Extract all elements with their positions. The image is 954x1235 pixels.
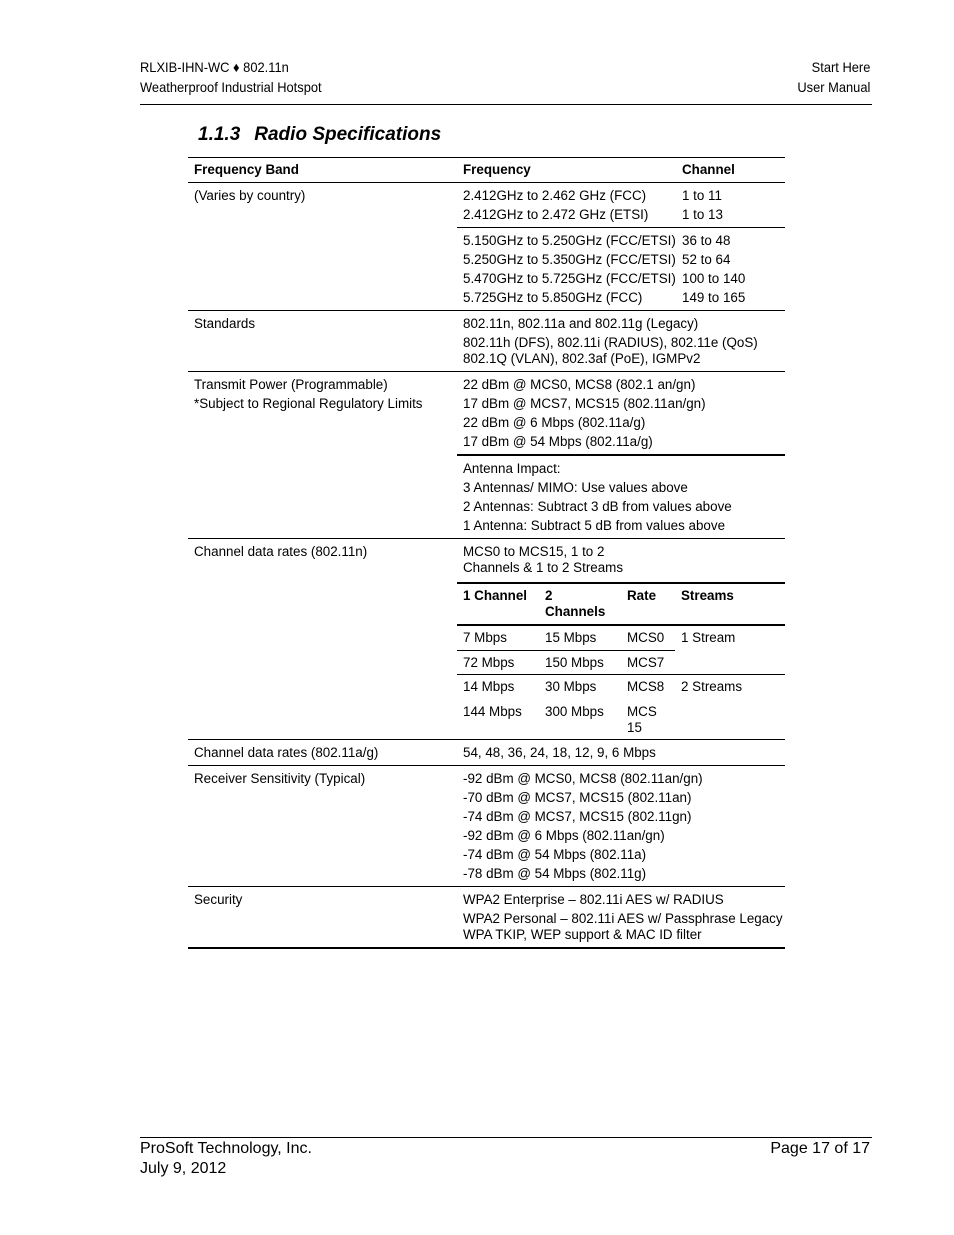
- receiver-item: -92 dBm @ MCS0, MCS8 (802.11an/gn): [463, 771, 703, 786]
- transmit-item: 17 dBm @ 54 Mbps (802.11a/g): [463, 434, 653, 449]
- rate-cell: MCS15: [627, 704, 657, 735]
- freq-group-5: [457, 228, 676, 311]
- freq-item: 5.250GHz to 5.350GHz (FCC/ETSI): [463, 252, 676, 267]
- rate-cell: MCS8: [627, 679, 665, 694]
- col-header-channel: Channel: [676, 158, 785, 183]
- table-row: [188, 539, 785, 740]
- receiver-label: Receiver Sensitivity (Typical): [188, 766, 457, 887]
- standards-item: 802.11h (DFS), 802.11i (RADIUS), 802.11e (QoS) 802.1Q (VLAN), 802.3af (PoE), IGMPv2: [463, 335, 758, 366]
- frequency-band-label: [188, 183, 457, 311]
- receiver-item: -74 dBm @ 54 Mbps (802.11a): [463, 847, 647, 862]
- rates-n-label: Channel data rates (802.11n): [188, 539, 457, 740]
- sub-header-2-channels-text: 2 Channels: [545, 588, 606, 619]
- transmit-power-values: [457, 372, 785, 456]
- section-heading: [198, 124, 441, 146]
- antenna-impact: [457, 455, 785, 539]
- rate-cell: MCS7: [627, 655, 665, 670]
- header-doc-type: User Manual: [796, 79, 870, 95]
- receiver-item: -74 dBm @ MCS7, MCS15 (802.11gn): [463, 809, 692, 824]
- channel-group-5: [676, 228, 785, 311]
- security-values: [457, 887, 785, 949]
- freq-item: 5.725GHz to 5.850GHz (FCC): [463, 290, 643, 305]
- streams-cell: 2 Streams: [681, 679, 743, 694]
- freq-item: 5.150GHz to 5.250GHz (FCC/ETSI): [463, 233, 676, 248]
- transmit-item: 17 dBm @ MCS7, MCS15 (802.11an/gn): [463, 396, 706, 411]
- transmit-power-title: Transmit Power (Programmable): [194, 377, 388, 392]
- section-title: Radio Specifications: [254, 124, 442, 145]
- antenna-item: 3 Antennas/ MIMO: Use values above: [463, 480, 688, 495]
- receiver-item: -70 dBm @ MCS7, MCS15 (802.11an): [463, 790, 692, 805]
- col-header-frequency: Frequency: [457, 158, 676, 183]
- freq-item: 2.412GHz to 2.462 GHz (FCC): [463, 188, 647, 203]
- transmit-power-note: *Subject to Regional Regulatory Limits: [194, 396, 423, 411]
- table-header-row: [188, 158, 785, 183]
- channel-item: 1 to 13: [682, 207, 723, 222]
- rate-cell: 15 Mbps: [545, 630, 597, 645]
- transmit-power-label: [188, 372, 457, 539]
- standards-label: Standards: [188, 311, 457, 372]
- transmit-item: 22 dBm @ 6 Mbps (802.11a/g): [463, 415, 646, 430]
- rates-n-subtable: [457, 582, 785, 739]
- rate-cell: 30 Mbps: [545, 679, 597, 694]
- channel-item: 149 to 165: [682, 290, 746, 305]
- col-header-frequency-band: Frequency Band: [188, 158, 457, 183]
- footer-page-number: Page 17 of 17: [770, 1140, 870, 1157]
- header-chapter: Start Here: [811, 59, 870, 75]
- antenna-item: 1 Antenna: Subtract 5 dB from values above: [463, 518, 726, 533]
- rate-cell: 14 Mbps: [463, 679, 515, 694]
- rates-ag-label: Channel data rates (802.11a/g): [188, 740, 457, 766]
- channel-item: 1 to 11: [682, 188, 722, 203]
- page-header-left: [140, 57, 871, 97]
- table-row: [188, 183, 785, 228]
- page-footer-left: [140, 1139, 312, 1179]
- security-label: Security: [188, 887, 457, 949]
- rates-n-value: [457, 539, 785, 740]
- footer-company: ProSoft Technology, Inc.: [140, 1140, 312, 1157]
- sub-header-streams: Streams: [681, 588, 734, 603]
- channel-group-24: [676, 183, 785, 228]
- table-row: [188, 740, 785, 766]
- rate-cell-wrap: [621, 699, 675, 739]
- rate-cell: MCS0: [627, 630, 665, 645]
- standards-value: [457, 311, 785, 372]
- sub-header-1-channel: 1 Channel: [463, 588, 527, 603]
- header-product: RLXIB-IHN-WC ♦ 802.11n: [140, 59, 289, 75]
- table-row: [188, 887, 785, 949]
- receiver-item: -78 dBm @ 54 Mbps (802.11g): [463, 866, 647, 881]
- subtable-header-row: [457, 583, 785, 625]
- table-row: [188, 372, 785, 456]
- radio-spec-table: [188, 157, 785, 949]
- rate-cell: 7 Mbps: [463, 630, 507, 645]
- rates-ag-value: 54, 48, 36, 24, 18, 12, 9, 6 Mbps: [457, 740, 785, 766]
- page-header-right: [797, 57, 870, 97]
- standards-item: 802.11n, 802.11a and 802.11g (Legacy): [463, 316, 699, 331]
- security-item: WPA2 Personal – 802.11i AES w/ Passphrase Legacy WPA TKIP, WEP support & MAC ID filter: [463, 911, 783, 942]
- table-row: [457, 625, 785, 651]
- security-item: WPA2 Enterprise – 802.11i AES w/ RADIUS: [463, 892, 724, 907]
- section-number: 1.1.3: [198, 124, 241, 145]
- freq-item: 2.412GHz to 2.472 GHz (ETSI): [463, 207, 649, 222]
- freq-group-24: [457, 183, 676, 228]
- sub-header-2-channels: [539, 583, 621, 625]
- rate-cell: 300 Mbps: [545, 704, 604, 719]
- freq-item: 5.470GHz to 5.725GHz (FCC/ETSI): [463, 271, 676, 286]
- header-divider: [140, 104, 872, 105]
- footer-date: July 9, 2012: [140, 1160, 227, 1177]
- antenna-item: 2 Antennas: Subtract 3 dB from values above: [463, 499, 732, 514]
- rates-n-intro: MCS0 to MCS15, 1 to 2 Channels & 1 to 2 Streams: [463, 544, 624, 575]
- channel-item: 52 to 64: [682, 252, 731, 267]
- receiver-item: -92 dBm @ 6 Mbps (802.11an/gn): [463, 828, 665, 843]
- rate-cell: 144 Mbps: [463, 704, 522, 719]
- channel-item: 36 to 48: [682, 233, 731, 248]
- footer-divider: [140, 1137, 872, 1138]
- sub-header-rate: Rate: [627, 588, 657, 603]
- table-row: [188, 311, 785, 372]
- rate-cell: 72 Mbps: [463, 655, 515, 670]
- transmit-item: 22 dBm @ MCS0, MCS8 (802.1 an/gn): [463, 377, 696, 392]
- table-row: [188, 766, 785, 887]
- antenna-item: Antenna Impact:: [463, 461, 561, 476]
- frequency-band-note: (Varies by country): [194, 188, 306, 203]
- table-row: [457, 675, 785, 700]
- streams-cell: 1 Stream: [681, 630, 736, 645]
- receiver-values: [457, 766, 785, 887]
- header-product-desc: Weatherproof Industrial Hotspot: [140, 79, 322, 95]
- rate-cell: 150 Mbps: [545, 655, 604, 670]
- channel-item: 100 to 140: [682, 271, 746, 286]
